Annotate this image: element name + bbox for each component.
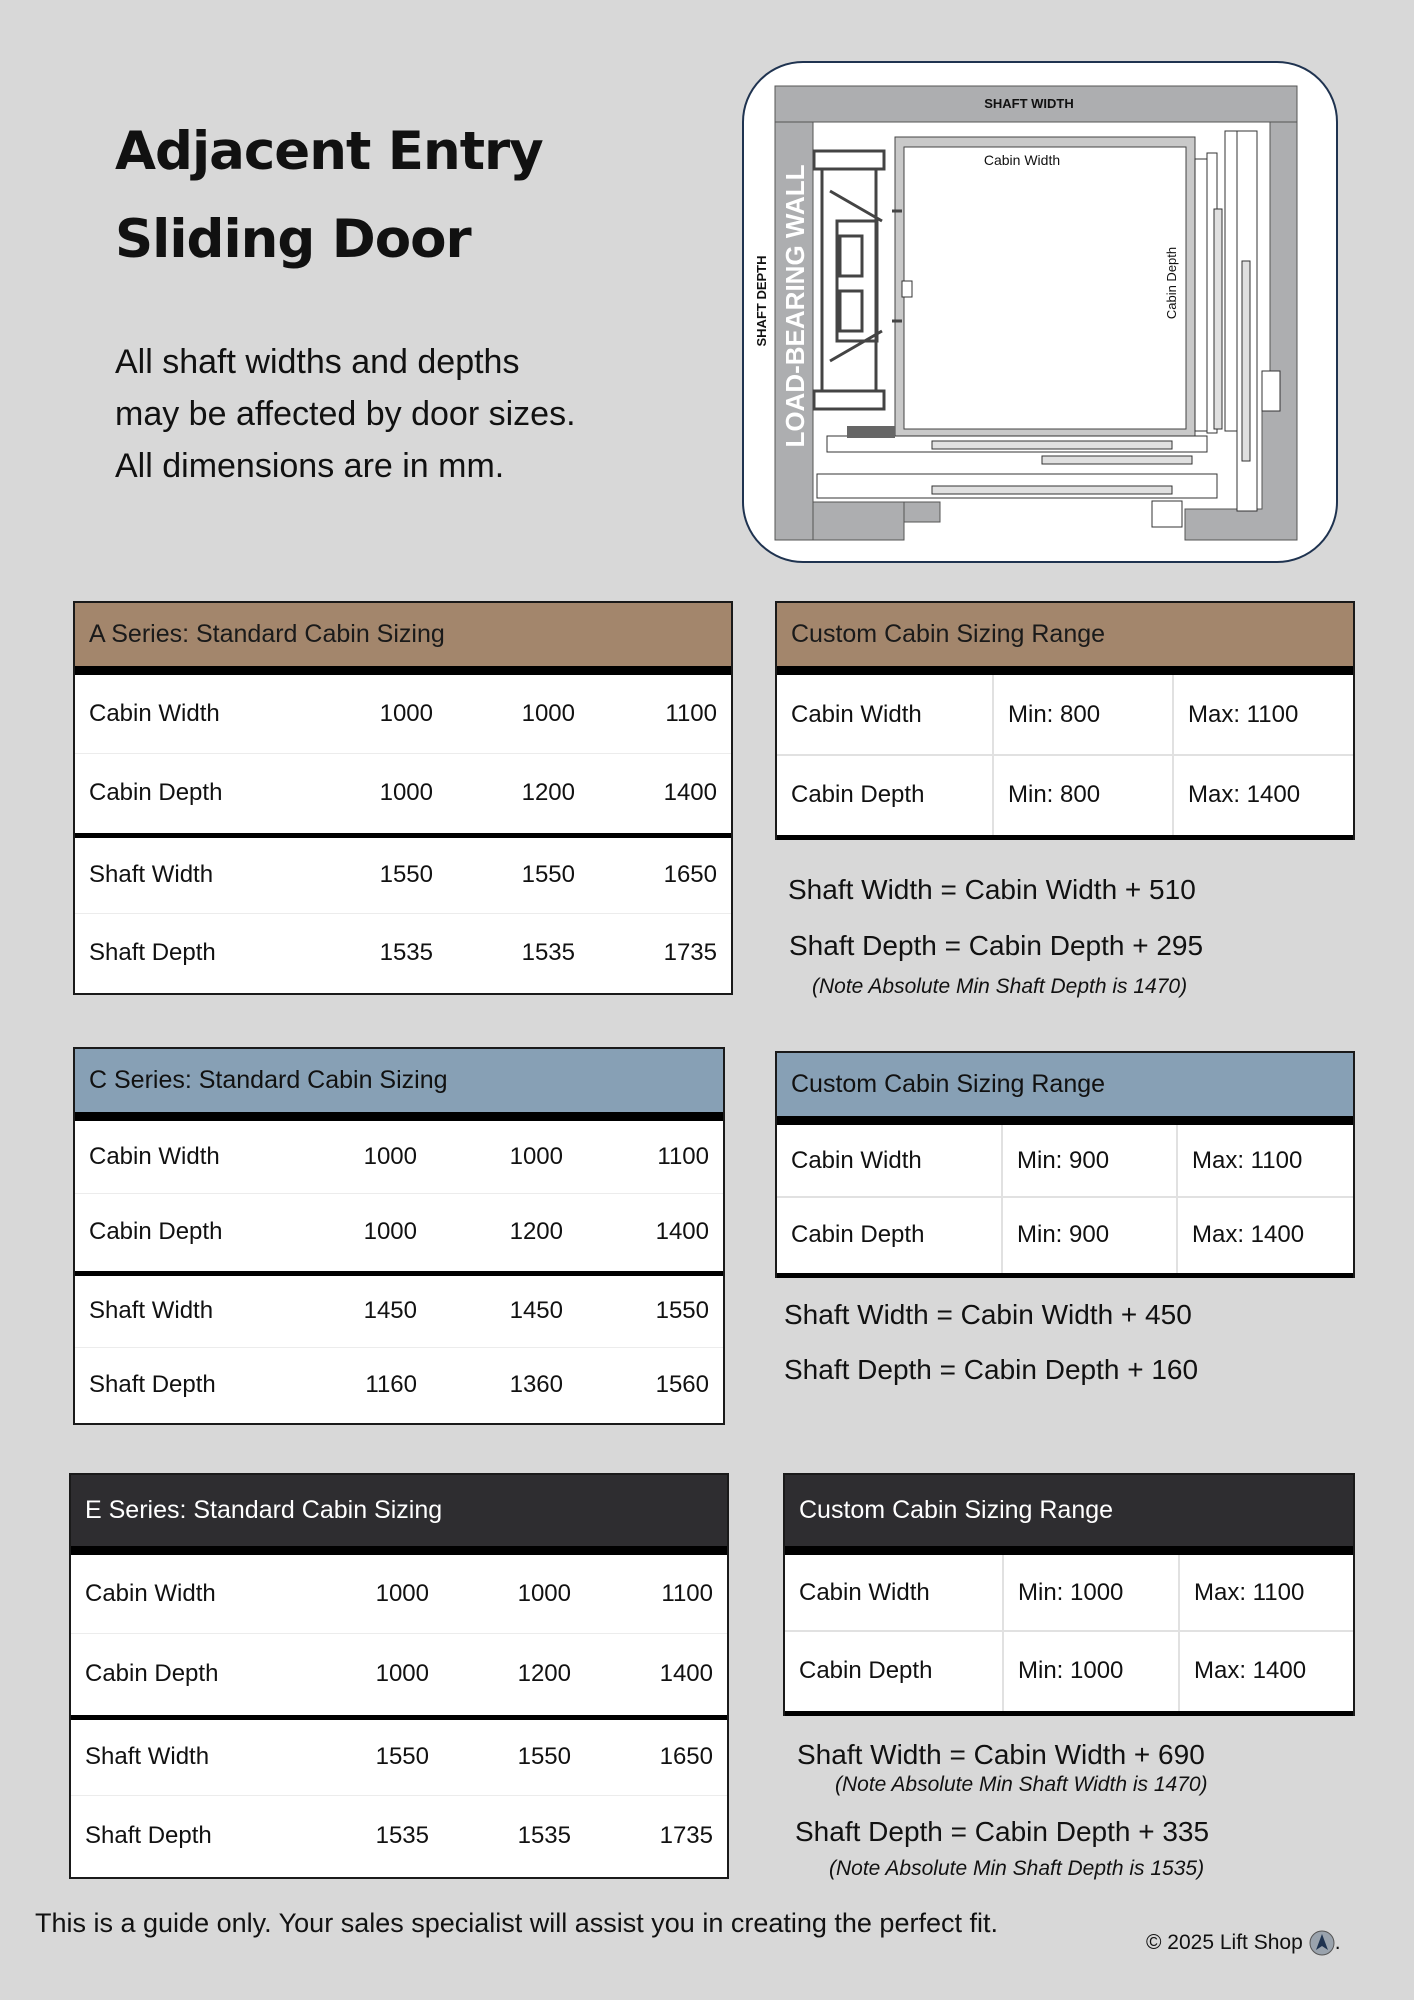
e-note-depth: (Note Absolute Min Shaft Depth is 1535) [829,1857,1205,1880]
row-label: Shaft Width [75,835,305,913]
title-line-1: Adjacent Entry [115,121,543,182]
row-label: Cabin Width [75,675,305,753]
max-value: Max: 1400 [1177,1197,1353,1275]
min-value: Min: 800 [993,755,1173,837]
min-value: Min: 1000 [1003,1555,1179,1631]
cell-value: 1000 [285,1121,431,1193]
cell-value: 1650 [589,835,731,913]
table-row [777,1125,1353,1197]
row-label: Shaft Depth [89,1371,216,1399]
cell-value: 1200 [443,1633,585,1717]
c-formula-depth: Shaft Depth = Cabin Depth + 160 [784,1354,1199,1385]
min-value: Min: 900 [1002,1197,1177,1275]
c-formula-width: Shaft Width = Cabin Width + 450 [784,1299,1192,1330]
cell-value: 1400 [589,753,731,835]
e-note-width: (Note Absolute Min Shaft Width is 1470) [835,1773,1208,1796]
table-row [75,1193,723,1273]
max-value: Max: 1400 [1173,755,1353,837]
cell-value: 1000 [305,675,447,753]
row-label: Shaft Width [71,1717,301,1795]
cell-value: 1560 [655,1371,709,1399]
row-label: Cabin Width [777,1125,1002,1197]
cabin-depth-label: Cabin Depth [1164,246,1179,320]
a-note-depth: (Note Absolute Min Shaft Depth is 1470) [812,975,1188,998]
e-custom-header: Custom Cabin Sizing Range [785,1475,1353,1555]
cabin-width-label: Cabin Width [983,152,1061,168]
cell-value: 1000 [443,1555,585,1633]
cell-value: 1550 [447,835,589,913]
table-row [777,1197,1353,1275]
min-value: Min: 1000 [1003,1631,1179,1713]
copyright-period: . [1334,1931,1341,1954]
intro-text [115,336,576,492]
cell-value: 1000 [301,1555,443,1633]
table-row [71,1717,727,1795]
min-value: Min: 800 [993,675,1173,755]
cell-value: 1535 [375,1822,429,1850]
cell-value: 1450 [285,1273,431,1347]
c-series-standard-table [73,1047,725,1425]
a-series-header: A Series: Standard Cabin Sizing [75,603,731,675]
table-row [71,1795,727,1877]
cell-value: 1000 [431,1121,577,1193]
table-row [75,1273,723,1347]
c-series-header: C Series: Standard Cabin Sizing [75,1049,723,1121]
row-label: Cabin Depth [777,1197,1002,1275]
row-label: Cabin Width [71,1555,301,1633]
intro-line-2: may be affected by door sizes. [115,395,576,433]
row-label: Cabin Depth [785,1631,1003,1713]
max-value: Max: 1400 [1179,1631,1353,1713]
max-value: Max: 1100 [1177,1125,1353,1197]
intro-line-1: All shaft widths and depths [115,343,520,381]
shaft-floor-plan-diagram [742,61,1338,563]
cell-value: 1200 [447,753,589,835]
max-value: Max: 1100 [1179,1555,1353,1631]
a-formula-width: Shaft Width = Cabin Width + 510 [788,874,1196,905]
max-value: Max: 1100 [1173,675,1353,755]
cell-value: 1100 [589,675,731,753]
cell-value: 1000 [447,675,589,753]
row-label: Shaft Depth [89,939,216,967]
row-label: Cabin Width [75,1121,285,1193]
row-label: Shaft Depth [85,1822,212,1850]
cell-value: 1000 [305,753,447,835]
e-series-custom-table [783,1473,1355,1716]
cell-value: 1000 [301,1633,443,1717]
row-label: Cabin Depth [75,753,305,835]
cell-value: 1550 [305,835,447,913]
e-series-standard-table [69,1473,729,1879]
cell-value: 1735 [663,939,717,967]
table-row [785,1555,1353,1631]
cell-value: 1550 [443,1717,585,1795]
shaft-depth-label: SHAFT DEPTH [754,255,769,347]
footer-guide-text: This is a guide only. Your sales specialist will assist you in creating the perfect fit. [35,1908,998,1938]
row-label: Shaft Width [75,1273,285,1347]
table-row [75,675,731,753]
cell-value: 1100 [585,1555,727,1633]
intro-line-3: All dimensions are in mm. [115,447,505,485]
c-series-custom-table [775,1051,1355,1278]
title-line-2: Sliding Door [115,209,471,270]
a-series-standard-table [73,601,733,995]
cell-value: 1000 [285,1193,431,1273]
table-row [75,1121,723,1193]
a-series-custom-table [775,601,1355,840]
e-series-header: E Series: Standard Cabin Sizing [71,1475,727,1555]
table-row [75,835,731,913]
a-custom-header: Custom Cabin Sizing Range [777,603,1353,675]
cell-value: 1535 [521,939,575,967]
shaft-width-label: SHAFT WIDTH [984,96,1074,111]
cell-value: 1650 [585,1717,727,1795]
cell-value: 1535 [517,1822,571,1850]
cell-value: 1100 [577,1121,723,1193]
row-label: Cabin Width [777,675,993,755]
row-label: Cabin Depth [75,1193,285,1273]
page-title [115,108,543,284]
copyright-text: © 2025 Lift Shop [1146,1931,1303,1954]
copyright [1146,1930,1341,1956]
table-row [71,1633,727,1717]
a-formula-depth: Shaft Depth = Cabin Depth + 295 [789,930,1204,961]
cell-value: 1550 [577,1273,723,1347]
cell-value: 1735 [659,1822,713,1850]
lift-shop-logo-icon [1309,1930,1335,1956]
row-label: Cabin Depth [71,1633,301,1717]
table-row [75,913,731,993]
table-row [75,1347,723,1423]
row-label: Cabin Width [785,1555,1003,1631]
table-row [75,753,731,835]
c-custom-header: Custom Cabin Sizing Range [777,1053,1353,1125]
cell-value: 1535 [379,939,433,967]
table-row [785,1631,1353,1713]
table-row [777,675,1353,755]
table-row [777,755,1353,837]
table-row [71,1555,727,1633]
cell-value: 1160 [365,1371,417,1399]
load-bearing-wall-label: LOAD-BEARING WALL [780,164,810,448]
cell-value: 1400 [585,1633,727,1717]
row-label: Cabin Depth [777,755,993,837]
cell-value: 1400 [577,1193,723,1273]
min-value: Min: 900 [1002,1125,1177,1197]
e-formula-depth: Shaft Depth = Cabin Depth + 335 [795,1816,1210,1847]
cell-value: 1550 [301,1717,443,1795]
cell-value: 1360 [509,1371,563,1399]
cell-value: 1200 [431,1193,577,1273]
e-formula-width: Shaft Width = Cabin Width + 690 [797,1739,1205,1770]
cell-value: 1450 [431,1273,577,1347]
